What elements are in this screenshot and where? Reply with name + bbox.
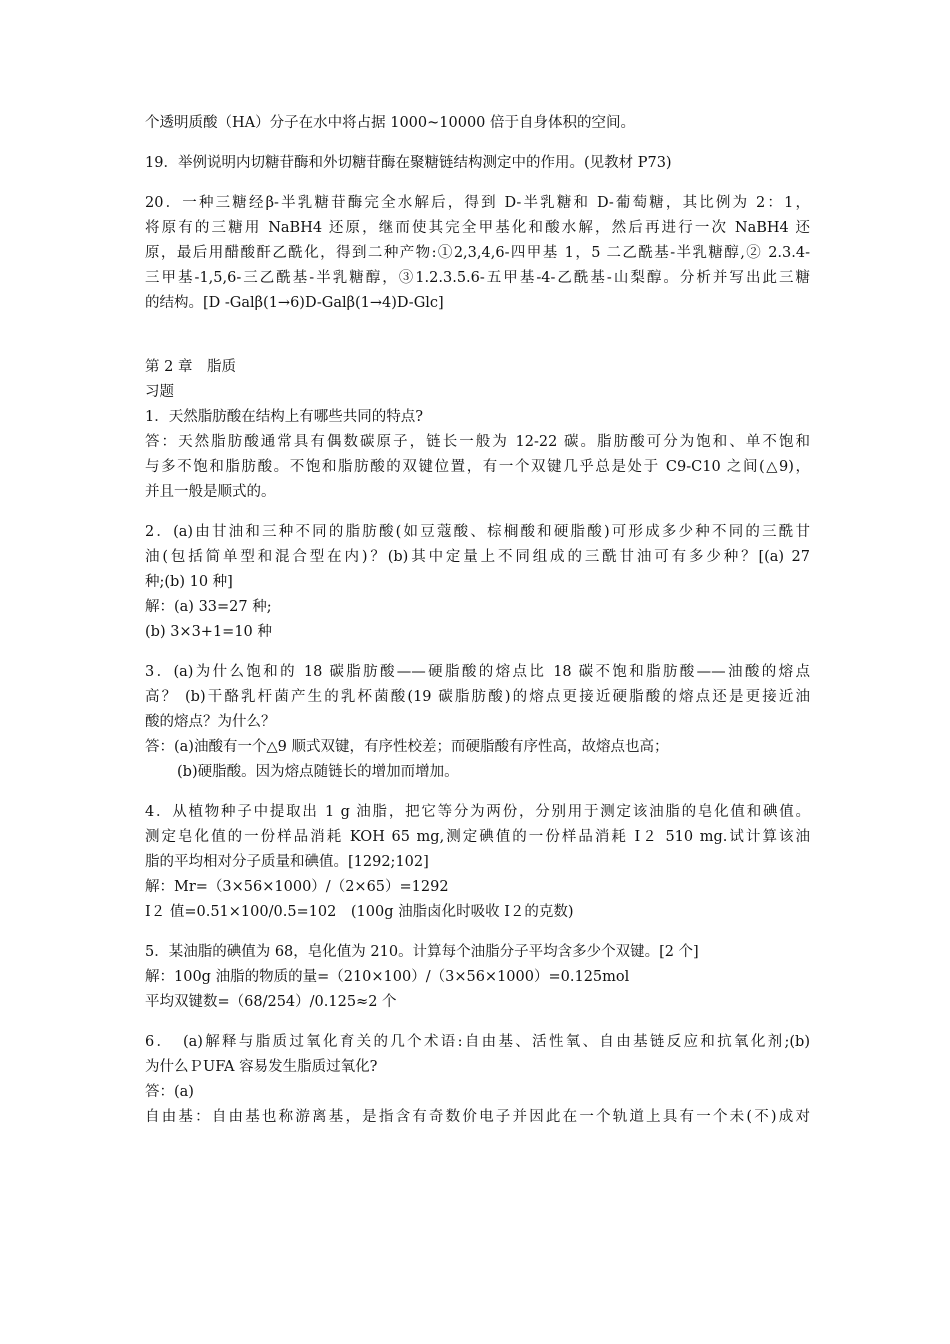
- spacer: [145, 176, 810, 191]
- chapter-title: 第 2 章 脂质: [145, 359, 236, 375]
- spacer: [145, 1015, 810, 1030]
- q20-line: 原，最后用醋酸酐乙酰化，得到二种产物:①2,3,4,6-四甲基 1，5 二乙酰基-半乳糖醇,② 2.3.4-: [145, 245, 810, 261]
- spacer: [145, 925, 810, 940]
- q5-line: 平均双键数=（68/254）/0.125≈2 个: [145, 994, 397, 1010]
- q2-line: 2．(a)由甘油和三种不同的脂肪酸(如豆蔻酸、棕榈酸和硬脂酸)可形成多少种不同的三酰甘: [145, 524, 810, 540]
- spacer: [145, 785, 810, 800]
- q20-line: 三甲基-1,5,6-三乙酰基-半乳糖醇，③1.2.3.5.6-五甲基-4-乙酰基-山梨醇。分析并写出此三糖: [145, 270, 810, 286]
- q1-line: 答：天然脂肪酸通常具有偶数碳原子，链长一般为 12-22 碳。脂肪酸可分为饱和、单不饱和: [145, 434, 810, 450]
- q5-line: 解：100g 油脂的物质的量=（210×100）/（3×56×1000）=0.125mol: [145, 969, 630, 985]
- exercises-label: 习题: [145, 384, 174, 400]
- q2-line: 解：(a) 33=27 种;: [145, 599, 272, 615]
- question-6: [145, 1030, 810, 1130]
- q1-line: 并且一般是顺式的。: [145, 484, 276, 500]
- q20-line: 将原有的三糖用 NaBH4 还原，继而使其完全甲基化和酸水解，然后再进行一次 NaBH4 还: [145, 220, 810, 236]
- question-1: [145, 405, 810, 505]
- q6-line: 6． (a)解释与脂质过氧化育关的几个术语:自由基、活性氧、自由基链反应和抗氧化剂;(b): [145, 1034, 810, 1050]
- q4-line: 测定皂化值的一份样品消耗 KOH 65 mg,测定碘值的一份样品消耗 I２ 510 mg.试计算该油: [145, 829, 810, 845]
- question-20: [145, 191, 810, 316]
- q4-line: I２ 值=0.51×100/0.5=102 (100g 油脂卤化时吸收 I２的克数): [145, 904, 574, 920]
- q2-line: 油(包括简单型和混合型在内)？(b)其中定量上不同组成的三酰甘油可有多少种？[(a) 27: [145, 549, 810, 565]
- q1-line: 1．天然脂肪酸在结构上有哪些共同的特点?: [145, 409, 423, 425]
- intro-line: 个透明质酸（HA）分子在水中将占据 1000~10000 倍于自身体积的空间。: [145, 115, 636, 131]
- question-5: [145, 940, 810, 1015]
- spacer: [145, 136, 810, 151]
- q6-line: 自由基：自由基也称游离基，是指含有奇数价电子并因此在一个轨道上具有一个未(不)成对: [145, 1109, 810, 1125]
- q2-line: 种;(b) 10 种]: [145, 574, 233, 590]
- document-body: [145, 111, 810, 1130]
- q3-line: 酸的熔点？为什么？: [145, 714, 276, 730]
- question-3: [145, 660, 810, 785]
- q3-line: 3．(a)为什么饱和的 18 碳脂肪酸——硬脂酸的熔点比 18 碳不饱和脂肪酸——油酸的熔点: [145, 664, 810, 680]
- q6-line: 答：(a): [145, 1084, 194, 1100]
- question-19: 19．举例说明内切糖苷酶和外切糖苷酶在聚糖链结构测定中的作用。(见教材 P73): [145, 155, 672, 171]
- spacer: [145, 645, 810, 660]
- q20-line: 20．一种三糖经β-半乳糖苷酶完全水解后，得到 D-半乳糖和 D-葡萄糖，其比例为 2：1，: [145, 195, 810, 211]
- spacer: [145, 505, 810, 520]
- question-4: [145, 800, 810, 925]
- q20-line: 的结构。[D -Galβ(1→6)D-Galβ(1→4)D-Glc]: [145, 295, 444, 311]
- question-2: [145, 520, 810, 645]
- q3-line: 答：(a)油酸有一个△9 顺式双键，有序性校差；而硬脂酸有序性高，故熔点也高；: [145, 739, 669, 755]
- q3-line: 高？ (b)干酪乳杆菌产生的乳杯菌酸(19 碳脂肪酸)的熔点更接近硬脂酸的熔点还是更接近油: [145, 689, 810, 705]
- q4-line: 解：Mr=（3×56×1000）/（2×65）=1292: [145, 879, 449, 895]
- spacer: [145, 316, 810, 355]
- q6-line: 为什么ＰUFA 容易发生脂质过氧化?: [145, 1059, 378, 1075]
- q1-line: 与多不饱和脂肪酸。不饱和脂肪酸的双键位置，有一个双键几乎总是处于 C9-C10 之间(△9)，: [145, 459, 810, 475]
- q2-line: (b) 3×3+1=10 种: [145, 624, 272, 640]
- q4-line: 4．从植物种子中提取出 1 g 油脂，把它等分为两份，分别用于测定该油脂的皂化值和碘值。: [145, 804, 810, 820]
- q5-line: 5．某油脂的碘值为 68，皂化值为 210。计算每个油脂分子平均含多少个双键。[2 个]: [145, 944, 699, 960]
- q4-line: 脂的平均相对分子质量和碘值。[1292;102]: [145, 854, 429, 870]
- q3-line: (b)硬脂酸。因为熔点随链长的增加而增加。: [177, 764, 459, 780]
